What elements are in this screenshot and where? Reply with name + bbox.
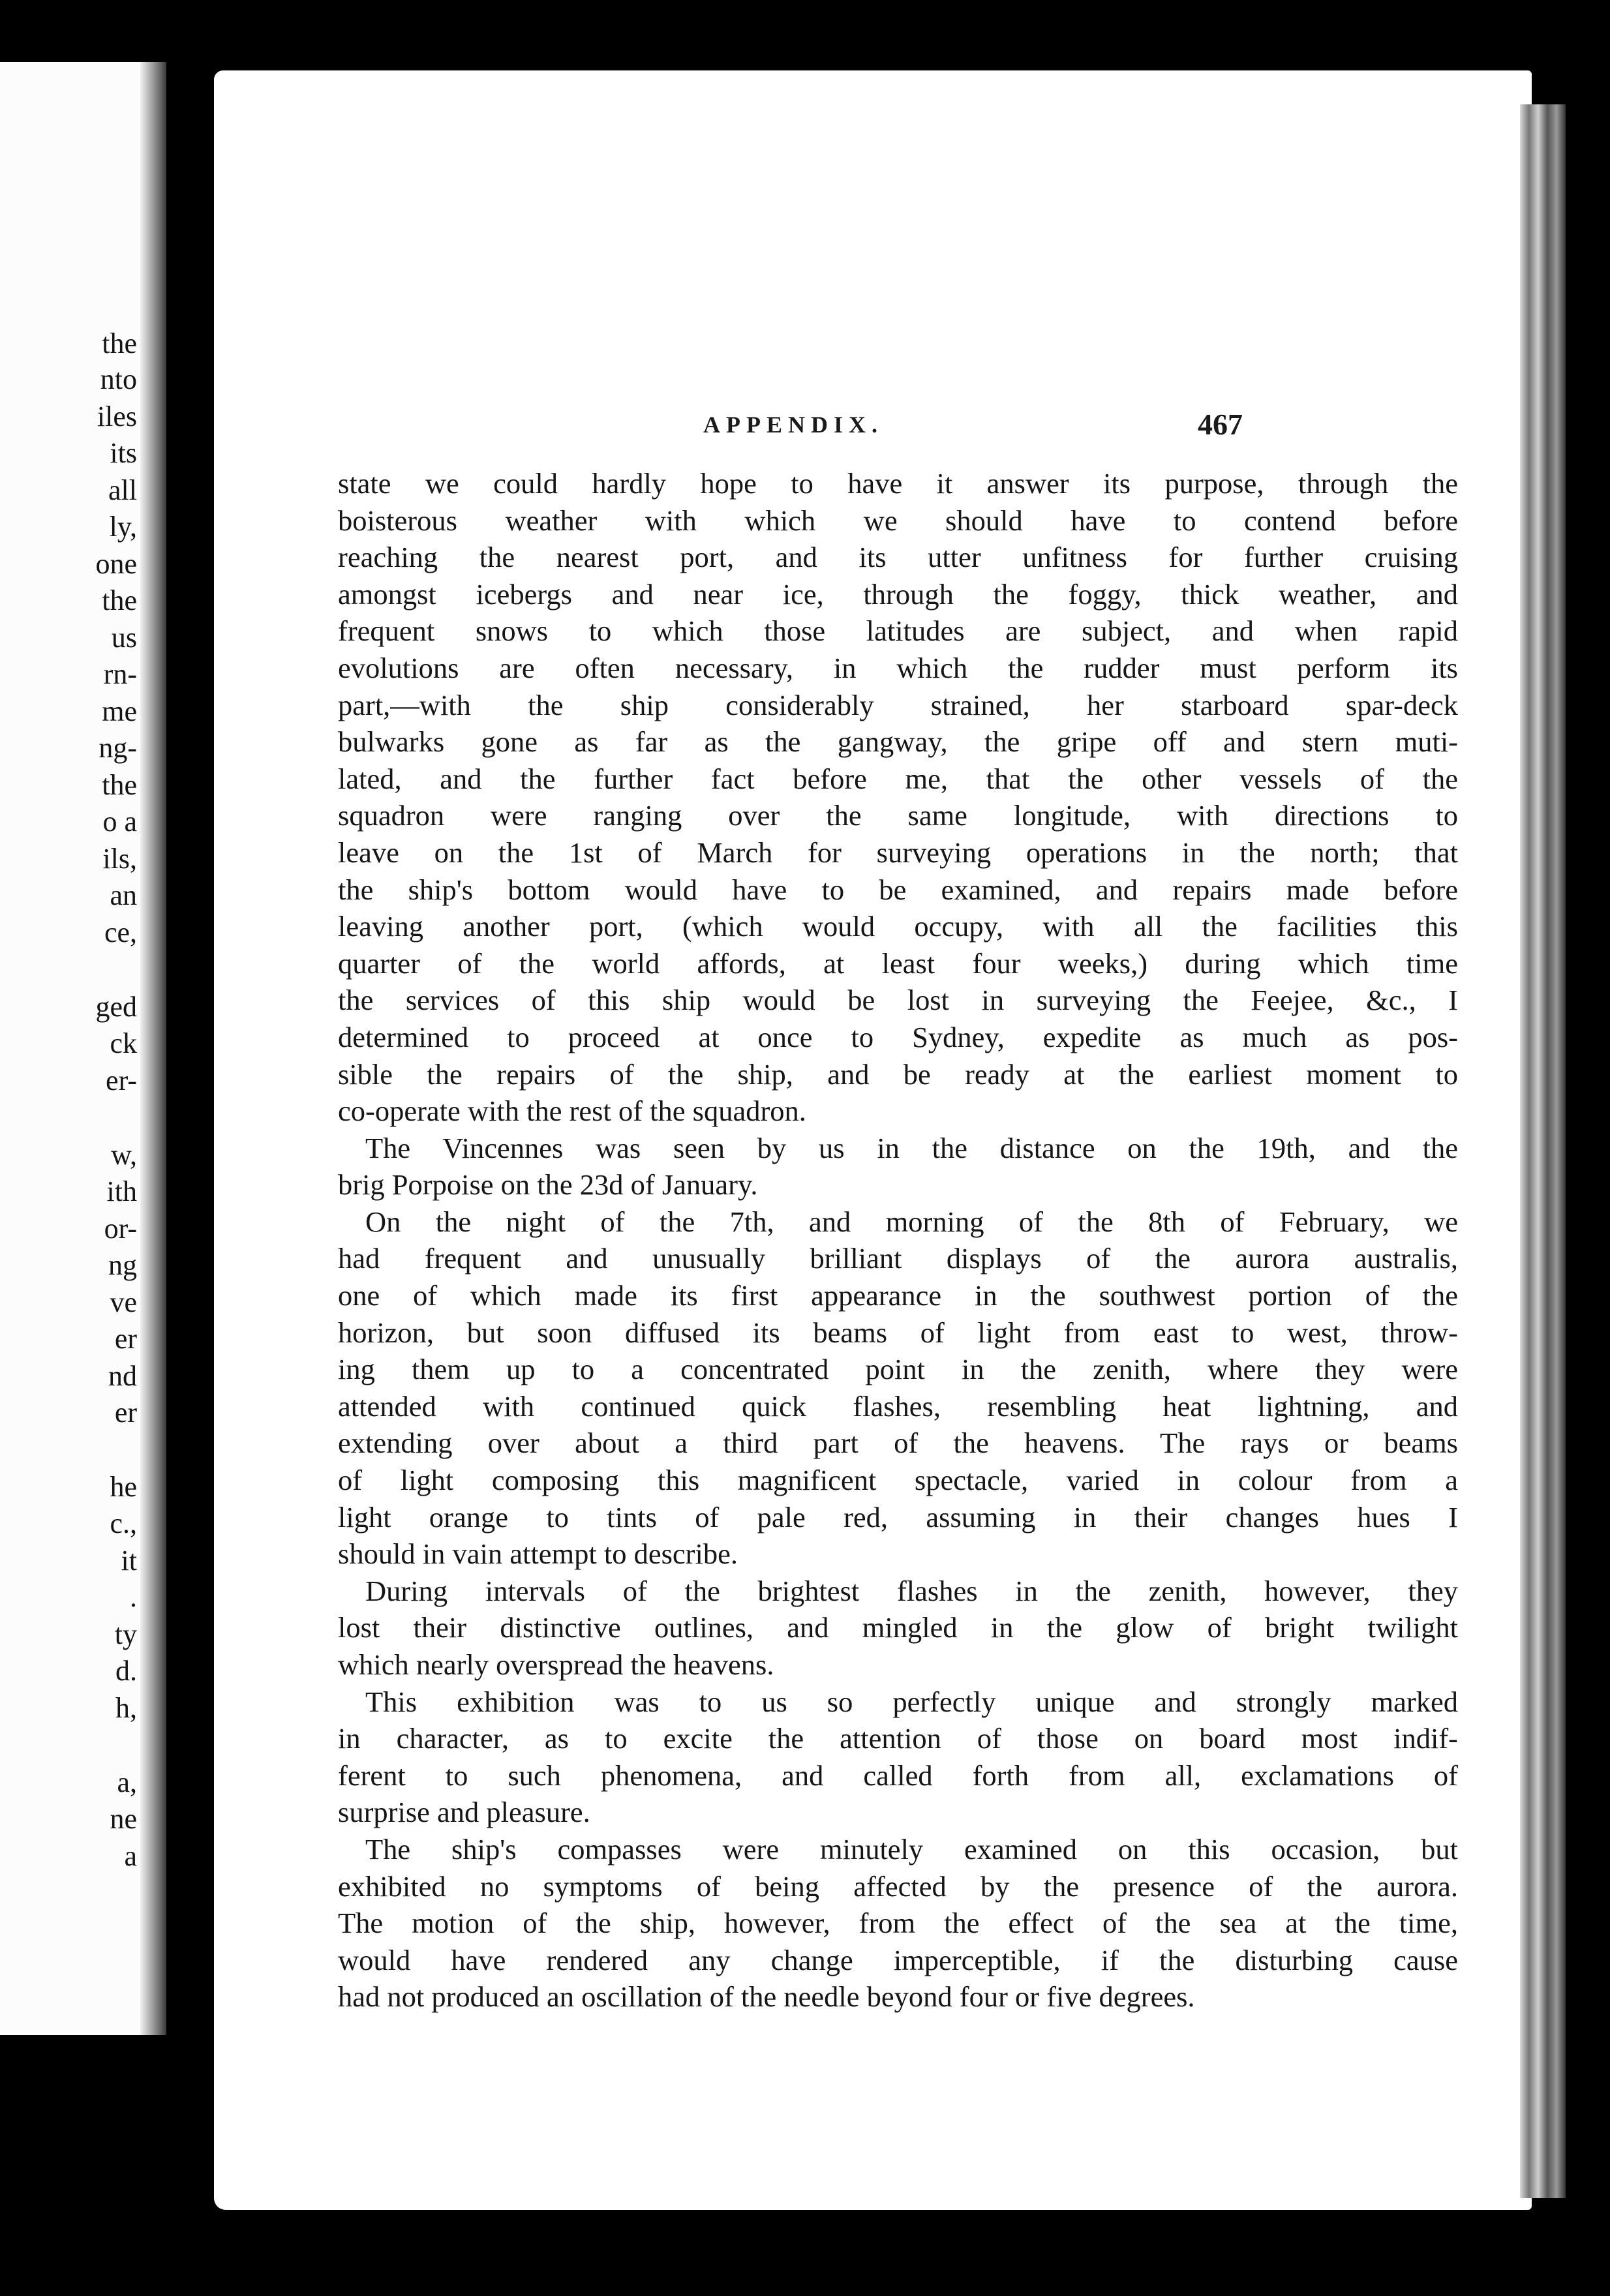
left-page-fragment: ng (108, 1249, 137, 1281)
text-line: The ship's compasses were minutely examined on this occasion, but (365, 1832, 1458, 1865)
left-page-fragment: iles (97, 400, 137, 432)
left-page-fragment: an (110, 879, 137, 911)
left-page-fragment: er (114, 1397, 137, 1428)
paragraph (338, 1684, 1458, 1831)
left-page-fragment: c., (110, 1507, 137, 1539)
text-line: leaving another port, (which would occupy, with all the facilities this (338, 910, 1458, 943)
paragraph (338, 1831, 1458, 2016)
paragraph (338, 1573, 1458, 1684)
text-line: ing them up to a concentrated point in the zenith, where they were (338, 1353, 1458, 1386)
text-line: determined to proceed at once to Sydney, expedite as much as pos- (338, 1020, 1458, 1053)
text-line: lated, and the further fact before me, that the other vessels of the (338, 762, 1458, 795)
text-line: lost their distinctive outlines, and mingled in the glow of bright twilight (338, 1611, 1458, 1644)
left-page-fragment: nd (108, 1360, 137, 1392)
left-page-fragment: all (108, 474, 137, 506)
text-line: the ship's bottom would have to be examined, and repairs made before (338, 873, 1458, 906)
text-line: one of which made its first appearance in the southwest portion of the (338, 1279, 1458, 1312)
paragraph (338, 465, 1458, 1130)
previous-page-edge (0, 62, 166, 2035)
text-line: squadron were ranging over the same longitude, with directions to (338, 799, 1458, 832)
left-page-fragment: o a (102, 806, 137, 838)
left-page-fragment: its (110, 437, 137, 469)
text-line: which nearly overspread the heavens. (338, 1648, 774, 1681)
text-line: had not produced an oscillation of the needle beyond four or five degrees. (338, 1980, 1195, 2014)
text-line: The motion of the ship, however, from the effect of the sea at the time, (338, 1907, 1458, 1940)
left-page-fragment: nto (100, 363, 137, 395)
left-page-fragment: er (114, 1323, 137, 1355)
left-page-fragment: it (121, 1545, 137, 1577)
text-line: bulwarks gone as far as the gangway, the gripe off and stern muti- (338, 725, 1458, 759)
left-page-fragment: a, (117, 1766, 137, 1798)
left-page-fragment: us (111, 622, 137, 654)
text-line: evolutions are often necessary, in which the rudder must perform its (338, 651, 1458, 684)
text-line: the services of this ship would be lost in surveying the Feejee, &c., I (338, 984, 1458, 1017)
left-page-fragment: ged (95, 991, 137, 1023)
page-header (214, 408, 1532, 444)
left-page-fragment: the (102, 769, 137, 801)
text-line: The Vincennes was seen by us in the distance on the 19th, and the (365, 1131, 1458, 1164)
text-line: quarter of the world affords, at least four weeks,) during which time (338, 946, 1458, 980)
text-line: of light composing this magnificent spectacle, varied in colour from a (338, 1464, 1458, 1497)
book-page (214, 70, 1532, 2210)
text-line: frequent snows to which those latitudes are subject, and when rapid (338, 614, 1458, 648)
page-stack-edge (1520, 104, 1566, 2198)
left-page-fragment: ith (106, 1175, 137, 1207)
text-line: reaching the nearest port, and its utter unfitness for further cruising (338, 541, 1458, 574)
left-page-fragment: ty (114, 1618, 137, 1650)
text-line: This exhibition was to us so perfectly unique and strongly marked (365, 1685, 1458, 1718)
text-line: sible the repairs of the ship, and be ready at the earliest moment to (338, 1057, 1458, 1091)
left-page-fragment: ly, (109, 511, 137, 543)
running-head: APPENDIX. (703, 412, 883, 438)
left-page-fragment: rn- (103, 658, 137, 690)
left-page-fragment: one (95, 548, 137, 580)
book-gutter-shadow (140, 62, 166, 2035)
text-line: On the night of the 7th, and morning of the 8th of February, we (365, 1205, 1458, 1238)
paragraph (338, 1203, 1458, 1573)
text-line: amongst icebergs and near ice, through the foggy, thick weather, and (338, 577, 1458, 611)
page-number: 467 (1198, 408, 1243, 441)
text-line: horizon, but soon diffused its beams of light from east to west, throw- (338, 1316, 1458, 1349)
text-line: part,—with the ship considerably strained, her starboard spar-deck (338, 688, 1458, 721)
page-gap (166, 0, 215, 2296)
left-page-fragment: me (102, 695, 137, 727)
left-page-fragment: d. (115, 1655, 137, 1687)
text-line: brig Porpoise on the 23d of January. (338, 1168, 758, 1201)
left-page-fragment: the (102, 584, 137, 616)
left-page-fragment: he (110, 1471, 137, 1503)
text-line: light orange to tints of pale red, assuming in their changes hues I (338, 1500, 1458, 1533)
text-line: co-operate with the rest of the squadron. (338, 1095, 806, 1128)
left-page-fragment: ve (110, 1286, 137, 1318)
text-line: boisterous weather with which we should have to contend before (338, 504, 1458, 537)
left-page-fragment: ng- (99, 732, 137, 764)
text-line: attended with continued quick flashes, resembling heat lightning, and (338, 1389, 1458, 1423)
left-page-fragment: ils, (102, 843, 137, 875)
left-page-fragment: w, (111, 1139, 137, 1171)
paragraph (338, 1130, 1458, 1203)
left-page-fragment: . (130, 1581, 137, 1613)
text-line: had frequent and unusually brilliant displays of the aurora australis, (338, 1242, 1458, 1275)
text-line: should in vain attempt to describe. (338, 1537, 738, 1571)
left-page-fragment: ce, (104, 916, 137, 948)
text-line: in character, as to excite the attention of those on board most indif- (338, 1722, 1458, 1755)
text-line: exhibited no symptoms of being affected by the presence of the aurora. (338, 1869, 1458, 1903)
text-line: state we could hardly hope to have it answer its purpose, through the (338, 467, 1458, 500)
left-page-fragment: or- (104, 1213, 137, 1245)
left-page-fragment: h, (115, 1692, 137, 1724)
left-page-fragment: er- (106, 1065, 137, 1096)
text-line: extending over about a third part of the heavens. The rays or beams (338, 1427, 1458, 1460)
left-page-fragment: ne (110, 1803, 137, 1835)
left-page-fragment: a (124, 1840, 137, 1872)
text-line: would have rendered any change imperceptible, if the disturbing cause (338, 1943, 1458, 1976)
text-line: During intervals of the brightest flashes in the zenith, however, they (365, 1574, 1458, 1607)
text-line: surprise and pleasure. (338, 1796, 590, 1829)
text-line: leave on the 1st of March for surveying operations in the north; that (338, 836, 1458, 869)
left-page-fragment: the (102, 327, 137, 359)
left-page-fragment: ck (110, 1027, 137, 1059)
body-text (338, 465, 1458, 2016)
text-line: ferent to such phenomena, and called forth from all, exclamations of (338, 1759, 1458, 1792)
